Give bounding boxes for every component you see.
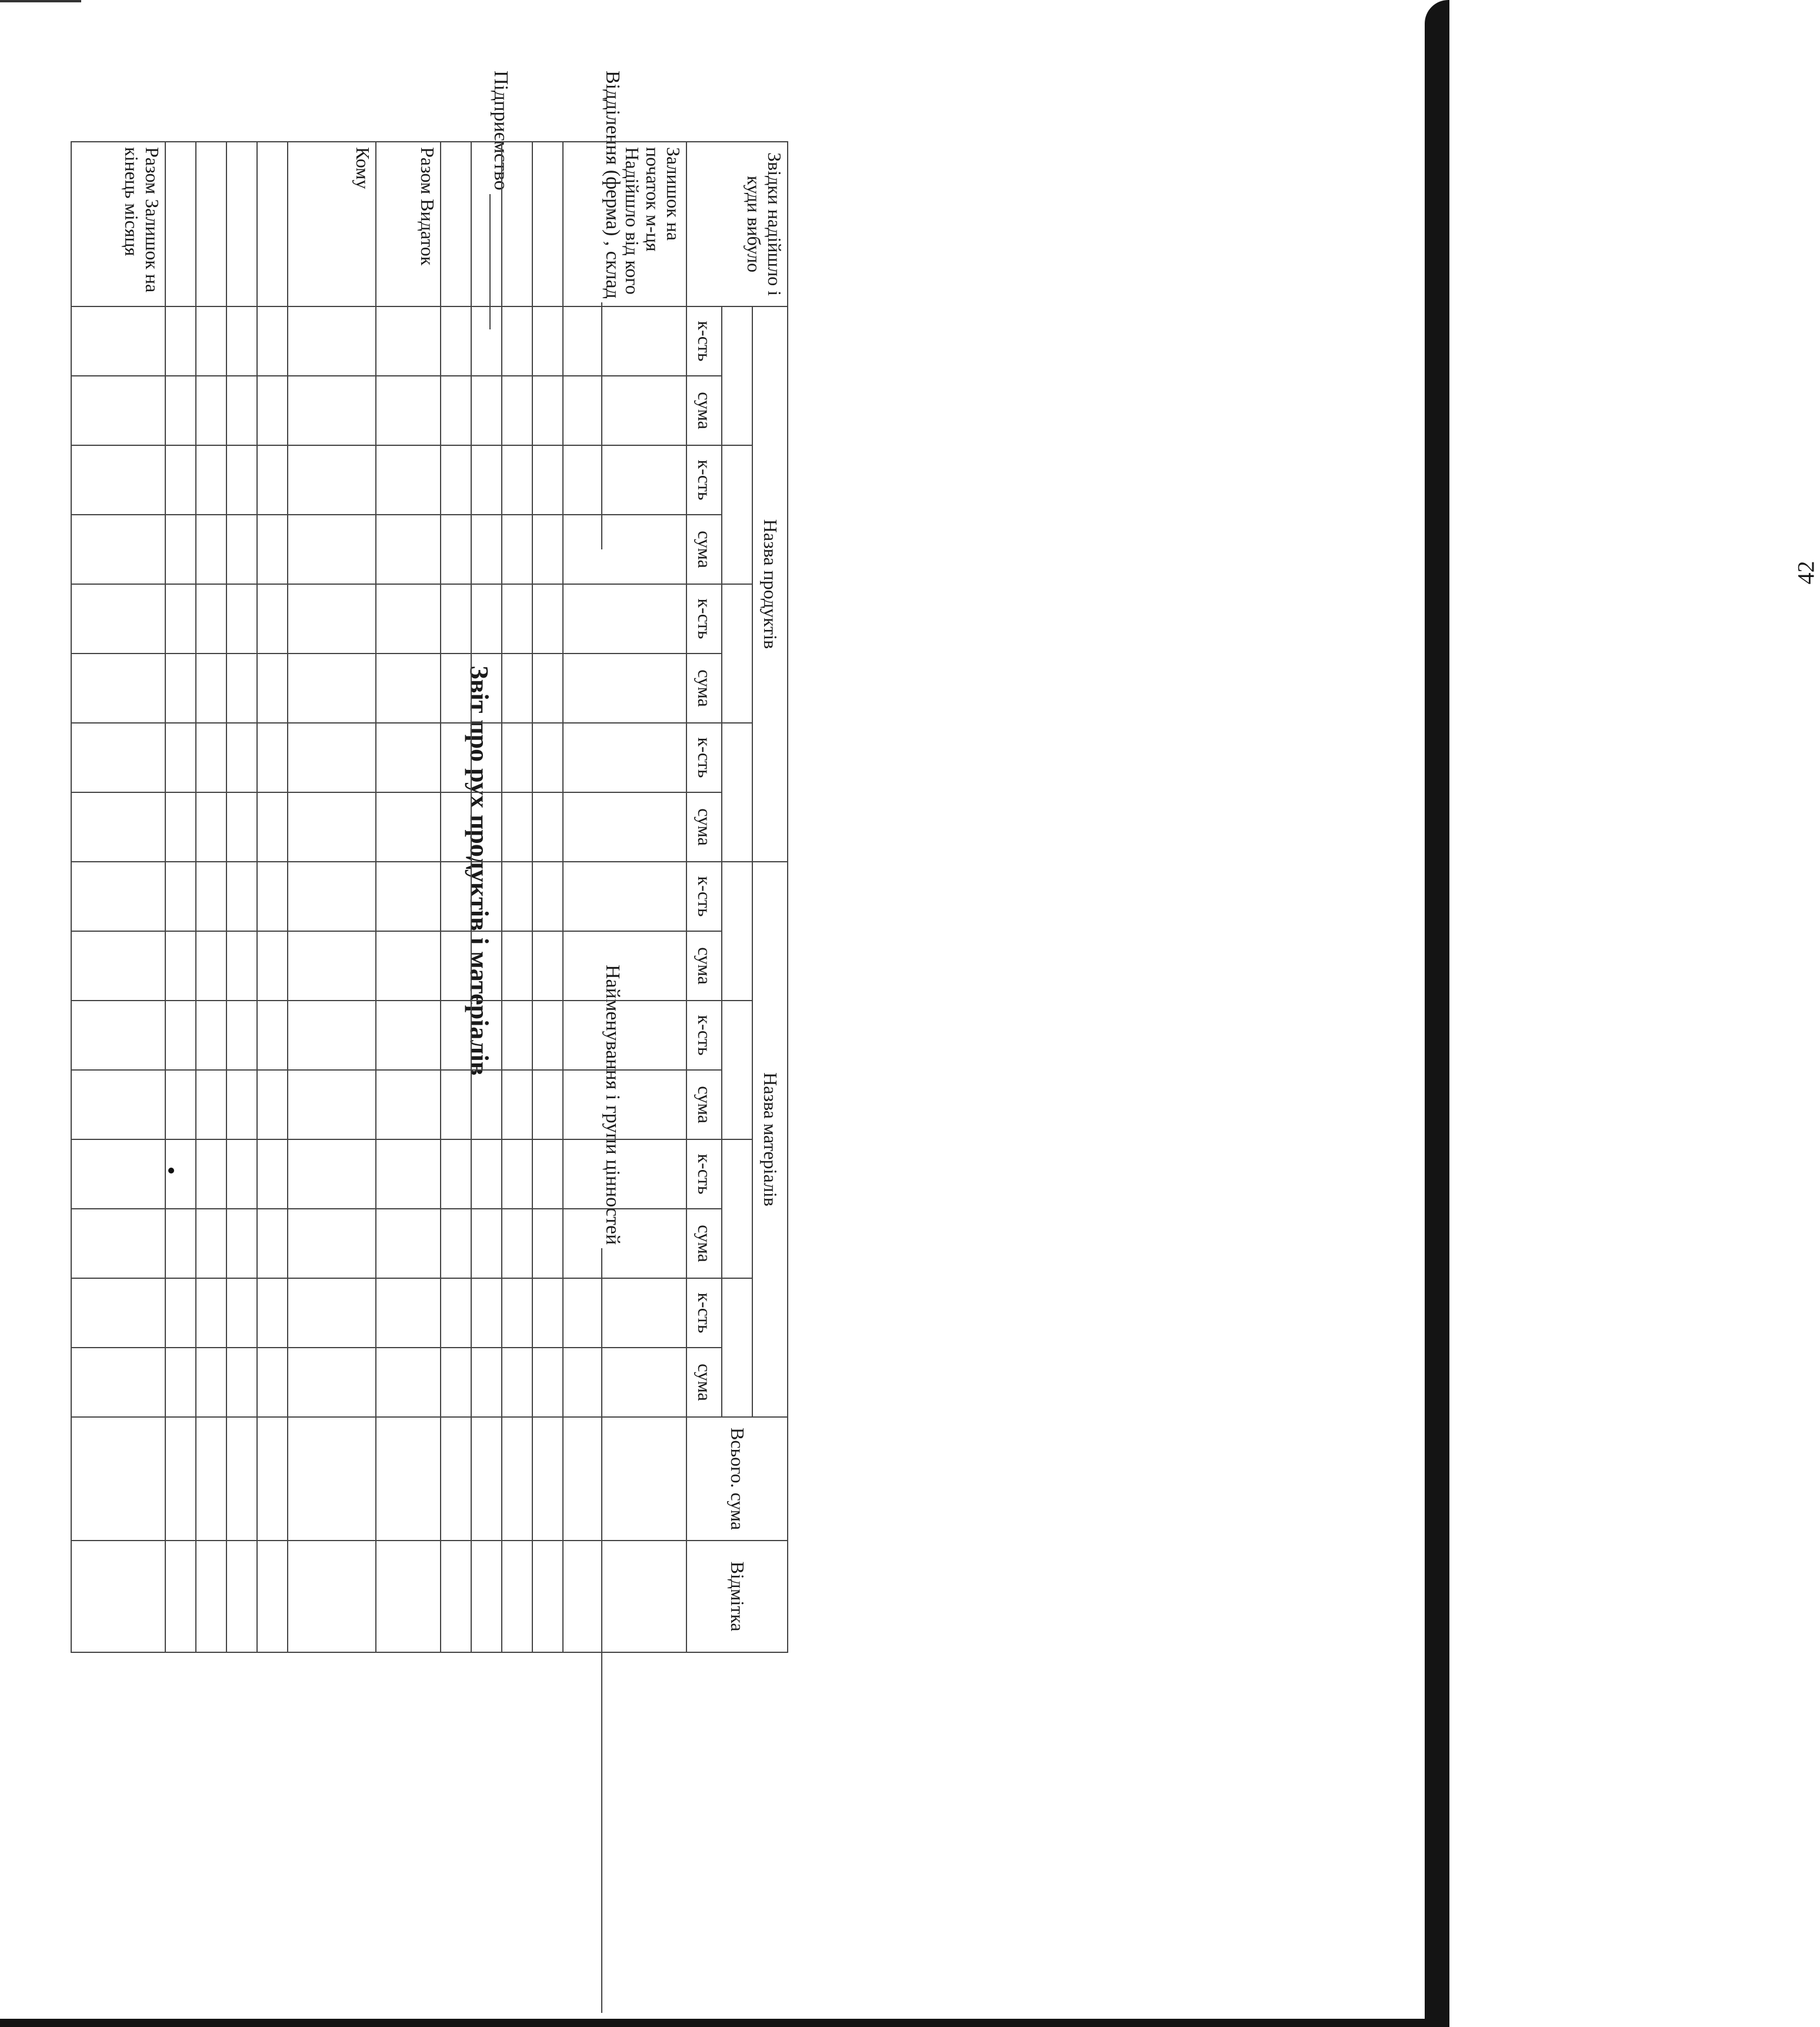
- table-cell[interactable]: [196, 1209, 226, 1278]
- table-cell[interactable]: [257, 1001, 288, 1070]
- enterprise-label: Підприємство: [490, 71, 512, 191]
- table-cell[interactable]: [165, 1209, 196, 1278]
- table-cell[interactable]: [257, 1209, 288, 1278]
- form-title: Звіт про рух продуктів і матеріалів: [465, 665, 494, 1076]
- table-cell[interactable]: [471, 654, 502, 723]
- table-cell[interactable]: [563, 1070, 686, 1139]
- table-cell[interactable]: [165, 1139, 196, 1209]
- table-cell[interactable]: [288, 1348, 376, 1417]
- table-cell[interactable]: [502, 1070, 532, 1139]
- table-cell[interactable]: [71, 1541, 165, 1652]
- table-cell[interactable]: [563, 584, 686, 654]
- table-cell[interactable]: [502, 584, 532, 654]
- table-cell[interactable]: [71, 1139, 165, 1209]
- table-cell[interactable]: [288, 1278, 376, 1348]
- table-row: [471, 142, 502, 1652]
- table-cell[interactable]: [532, 306, 563, 376]
- table-cell[interactable]: [502, 1139, 532, 1209]
- table-cell[interactable]: [226, 584, 257, 654]
- materials-group-header: Назва матеріалів: [752, 862, 788, 1417]
- qty-header: к-сть: [686, 1278, 722, 1348]
- table-cell[interactable]: [257, 584, 288, 654]
- table-cell[interactable]: [226, 723, 257, 792]
- table-cell[interactable]: [71, 1417, 165, 1541]
- table-cell[interactable]: [196, 306, 226, 376]
- table-cell[interactable]: [563, 1209, 686, 1278]
- table-cell[interactable]: [376, 654, 441, 723]
- table-cell[interactable]: [71, 931, 165, 1001]
- material-name-cell[interactable]: [722, 1278, 752, 1417]
- table-cell[interactable]: [257, 445, 288, 515]
- table-cell[interactable]: [563, 931, 686, 1001]
- material-name-cell[interactable]: [722, 1001, 752, 1139]
- product-name-cell[interactable]: [722, 723, 752, 862]
- table-cell[interactable]: [71, 445, 165, 515]
- table-cell[interactable]: [563, 723, 686, 792]
- total-sum-header: Всього. сума: [686, 1417, 788, 1541]
- table-cell[interactable]: [471, 1348, 502, 1417]
- table-cell[interactable]: [165, 445, 196, 515]
- table-cell[interactable]: [502, 654, 532, 723]
- table-cell[interactable]: [288, 723, 376, 792]
- table-cell[interactable]: [71, 1001, 165, 1070]
- row-label: [471, 142, 502, 306]
- table-cell[interactable]: [471, 862, 502, 931]
- table-cell[interactable]: [532, 445, 563, 515]
- table-cell[interactable]: [288, 654, 376, 723]
- table-cell[interactable]: [441, 931, 471, 1001]
- table-cell[interactable]: [226, 1541, 257, 1652]
- table-cell[interactable]: [288, 1541, 376, 1652]
- qty-header: к-сть: [686, 1139, 722, 1209]
- row-label: [441, 142, 471, 306]
- material-name-cell[interactable]: [722, 1139, 752, 1278]
- table-cell[interactable]: [71, 654, 165, 723]
- table-cell[interactable]: [257, 1348, 288, 1417]
- product-name-cell[interactable]: [722, 584, 752, 723]
- table-cell[interactable]: [471, 1417, 502, 1541]
- table-cell[interactable]: [563, 515, 686, 584]
- table-row: [288, 142, 376, 1652]
- table-row: [532, 142, 563, 1652]
- row-label: Залишок на початок м-ця Надійшло від кого: [563, 142, 686, 306]
- table-cell[interactable]: [257, 306, 288, 376]
- qty-header: к-сть: [686, 1001, 722, 1070]
- page-number: 42: [1792, 561, 1819, 585]
- table-body: [71, 142, 686, 1652]
- table-cell[interactable]: [532, 1348, 563, 1417]
- table-cell[interactable]: [376, 792, 441, 862]
- table-cell[interactable]: [257, 792, 288, 862]
- sum-header: сума: [686, 515, 722, 584]
- table-cell[interactable]: [288, 1070, 376, 1139]
- table-row: [563, 142, 686, 1652]
- table-cell[interactable]: [376, 1139, 441, 1209]
- product-name-cell[interactable]: [722, 306, 752, 445]
- table-cell[interactable]: [376, 584, 441, 654]
- table-cell[interactable]: [471, 445, 502, 515]
- table-cell[interactable]: [441, 1139, 471, 1209]
- table-cell[interactable]: [441, 1001, 471, 1070]
- table-cell[interactable]: [502, 1348, 532, 1417]
- table-cell[interactable]: [502, 862, 532, 931]
- row-label: Разом Видаток: [376, 142, 441, 306]
- table-cell[interactable]: [288, 931, 376, 1001]
- sum-header: сума: [686, 792, 722, 862]
- table-cell[interactable]: [226, 931, 257, 1001]
- table-cell[interactable]: [165, 792, 196, 862]
- scan-edge-mark: [0, 0, 81, 2]
- table-cell[interactable]: [226, 1348, 257, 1417]
- table-cell[interactable]: [226, 445, 257, 515]
- table-cell[interactable]: [563, 1541, 686, 1652]
- table-cell[interactable]: [563, 792, 686, 862]
- sum-header: сума: [686, 1209, 722, 1278]
- table-cell[interactable]: [226, 1139, 257, 1209]
- table-cell[interactable]: [288, 1139, 376, 1209]
- table-cell[interactable]: [376, 1348, 441, 1417]
- table-cell[interactable]: [471, 723, 502, 792]
- table-cell[interactable]: [257, 1278, 288, 1348]
- table-row: [165, 142, 196, 1652]
- table-row: [71, 142, 165, 1652]
- qty-header: к-сть: [686, 306, 722, 376]
- table-cell[interactable]: [71, 515, 165, 584]
- table-cell[interactable]: [502, 931, 532, 1001]
- table-cell[interactable]: [532, 862, 563, 931]
- table-row: [257, 142, 288, 1652]
- table-cell[interactable]: [441, 306, 471, 376]
- table-cell[interactable]: [532, 515, 563, 584]
- table-cell[interactable]: [165, 1348, 196, 1417]
- table-cell[interactable]: [226, 1070, 257, 1139]
- table-cell[interactable]: [288, 1417, 376, 1541]
- table-cell[interactable]: [471, 1070, 502, 1139]
- table-cell[interactable]: [165, 1070, 196, 1139]
- table-cell[interactable]: [502, 515, 532, 584]
- table-cell[interactable]: [441, 445, 471, 515]
- table-cell[interactable]: [502, 445, 532, 515]
- table-row: [502, 142, 532, 1652]
- table-cell[interactable]: [502, 1417, 532, 1541]
- table-cell[interactable]: [71, 1209, 165, 1278]
- table-cell[interactable]: [226, 1278, 257, 1348]
- row-label: Разом Залишок на кінець місяця: [71, 142, 165, 306]
- table-cell[interactable]: [502, 306, 532, 376]
- table-cell[interactable]: [471, 1541, 502, 1652]
- table-cell[interactable]: [502, 376, 532, 445]
- table-cell[interactable]: [471, 792, 502, 862]
- table-cell[interactable]: [257, 931, 288, 1001]
- table-cell[interactable]: [257, 1417, 288, 1541]
- table-cell[interactable]: [502, 723, 532, 792]
- table-cell[interactable]: [532, 1417, 563, 1541]
- table-cell[interactable]: [288, 445, 376, 515]
- table-row: [376, 142, 441, 1652]
- movement-report-table: [71, 141, 788, 1653]
- table-cell[interactable]: [257, 1541, 288, 1652]
- table-cell[interactable]: [532, 584, 563, 654]
- table-cell[interactable]: [376, 515, 441, 584]
- table-cell[interactable]: [196, 654, 226, 723]
- row-label: [532, 142, 563, 306]
- table-cell[interactable]: [196, 1278, 226, 1348]
- table-cell[interactable]: [563, 1348, 686, 1417]
- table-cell[interactable]: [376, 723, 441, 792]
- table-cell[interactable]: [376, 1278, 441, 1348]
- qty-header: к-сть: [686, 862, 722, 931]
- table-row: [196, 142, 226, 1652]
- table-cell[interactable]: [226, 862, 257, 931]
- scan-edge-bottom: [0, 2019, 1449, 2027]
- table-cell[interactable]: [71, 584, 165, 654]
- table-cell[interactable]: [165, 1541, 196, 1652]
- table-cell[interactable]: [165, 654, 196, 723]
- table-cell[interactable]: [288, 376, 376, 445]
- table-cell[interactable]: [532, 723, 563, 792]
- row-label: [257, 142, 288, 306]
- table-cell[interactable]: [165, 1417, 196, 1541]
- table-cell[interactable]: [71, 723, 165, 792]
- table-cell[interactable]: [471, 1209, 502, 1278]
- sum-header: сума: [686, 1070, 722, 1139]
- table-cell[interactable]: [532, 792, 563, 862]
- table-cell[interactable]: [196, 1417, 226, 1541]
- table-cell[interactable]: [471, 1278, 502, 1348]
- table-cell[interactable]: [71, 792, 165, 862]
- table-cell[interactable]: [502, 792, 532, 862]
- table-cell[interactable]: [441, 515, 471, 584]
- table-cell[interactable]: [376, 1070, 441, 1139]
- table-cell[interactable]: [288, 306, 376, 376]
- table-cell[interactable]: [532, 376, 563, 445]
- table-cell[interactable]: [441, 1070, 471, 1139]
- table-cell[interactable]: [71, 306, 165, 376]
- table-cell[interactable]: [196, 792, 226, 862]
- table-cell[interactable]: [257, 723, 288, 792]
- sum-header: сума: [686, 376, 722, 445]
- table-cell[interactable]: [471, 931, 502, 1001]
- sum-header: сума: [686, 931, 722, 1001]
- table-cell[interactable]: [196, 376, 226, 445]
- table-cell[interactable]: [376, 445, 441, 515]
- table-cell[interactable]: [471, 306, 502, 376]
- table-cell[interactable]: [257, 862, 288, 931]
- table-cell[interactable]: [471, 584, 502, 654]
- table-cell[interactable]: [563, 1001, 686, 1070]
- table-cell[interactable]: [532, 1001, 563, 1070]
- qty-header: к-сть: [686, 584, 722, 654]
- table-cell[interactable]: [563, 1278, 686, 1348]
- table-cell[interactable]: [563, 654, 686, 723]
- values-group-label: Найменування і групи цінностей: [602, 965, 624, 1245]
- table-cell[interactable]: [257, 376, 288, 445]
- table-cell[interactable]: [196, 1348, 226, 1417]
- table-cell[interactable]: [532, 654, 563, 723]
- table-cell[interactable]: [257, 1070, 288, 1139]
- table-cell[interactable]: [165, 862, 196, 931]
- table-cell[interactable]: [71, 1278, 165, 1348]
- table-cell[interactable]: [563, 1417, 686, 1541]
- table-cell[interactable]: [226, 306, 257, 376]
- table-cell[interactable]: [532, 1278, 563, 1348]
- table-cell[interactable]: [441, 723, 471, 792]
- table-cell[interactable]: [226, 654, 257, 723]
- table-cell[interactable]: [376, 1541, 441, 1652]
- table-cell[interactable]: [441, 1541, 471, 1652]
- table-cell[interactable]: [196, 1001, 226, 1070]
- note-header: Відмітка: [686, 1541, 788, 1652]
- table-cell[interactable]: [165, 931, 196, 1001]
- table-cell[interactable]: [563, 862, 686, 931]
- rotated-form-sheet: [121, 71, 1412, 1923]
- table-cell[interactable]: [71, 1070, 165, 1139]
- table-cell[interactable]: [71, 376, 165, 445]
- table-cell[interactable]: [532, 1209, 563, 1278]
- scan-edge-right: [1425, 0, 1449, 2027]
- row-label: [165, 142, 196, 306]
- table-cell[interactable]: [226, 376, 257, 445]
- table-cell[interactable]: [376, 931, 441, 1001]
- table-cell[interactable]: [288, 1001, 376, 1070]
- qty-header: к-сть: [686, 723, 722, 792]
- table-row: [226, 142, 257, 1652]
- table-cell[interactable]: [376, 306, 441, 376]
- table-cell[interactable]: [226, 1417, 257, 1541]
- row-label: [226, 142, 257, 306]
- table-cell[interactable]: [226, 792, 257, 862]
- table-cell[interactable]: [196, 931, 226, 1001]
- table-cell[interactable]: [471, 515, 502, 584]
- table-cell[interactable]: [257, 515, 288, 584]
- sum-header: сума: [686, 654, 722, 723]
- table-cell[interactable]: [532, 1541, 563, 1652]
- table-cell[interactable]: [165, 376, 196, 445]
- table-cell[interactable]: [441, 654, 471, 723]
- table-cell[interactable]: [196, 584, 226, 654]
- table-cell[interactable]: [196, 862, 226, 931]
- table-cell[interactable]: [196, 723, 226, 792]
- table-cell[interactable]: [532, 1070, 563, 1139]
- table-cell[interactable]: [165, 1278, 196, 1348]
- product-name-cell[interactable]: [722, 445, 752, 584]
- table-cell[interactable]: [376, 376, 441, 445]
- table-cell[interactable]: [288, 1209, 376, 1278]
- table-cell[interactable]: [165, 515, 196, 584]
- table-cell[interactable]: [502, 1278, 532, 1348]
- row-label: Кому: [288, 142, 376, 306]
- table-cell[interactable]: [196, 1070, 226, 1139]
- table-cell[interactable]: [441, 1278, 471, 1348]
- table-cell[interactable]: [196, 515, 226, 584]
- table-cell[interactable]: [502, 1541, 532, 1652]
- table-cell[interactable]: [563, 306, 686, 376]
- table-cell[interactable]: [226, 1001, 257, 1070]
- table-cell[interactable]: [226, 515, 257, 584]
- table-cell[interactable]: [376, 1417, 441, 1541]
- department-label: Відділення (ферма) , склад: [602, 71, 624, 299]
- table-cell[interactable]: [165, 584, 196, 654]
- table-cell[interactable]: [441, 792, 471, 862]
- table-cell[interactable]: [71, 1348, 165, 1417]
- table-cell[interactable]: [532, 931, 563, 1001]
- row-label: [502, 142, 532, 306]
- table-cell[interactable]: [502, 1001, 532, 1070]
- table-cell[interactable]: [165, 306, 196, 376]
- source-destination-header: Звідки надійшло і куди вибуло: [686, 142, 788, 306]
- table-cell[interactable]: [563, 376, 686, 445]
- table-cell[interactable]: [288, 792, 376, 862]
- table-cell[interactable]: [471, 1139, 502, 1209]
- qty-header: к-сть: [686, 445, 722, 515]
- table-cell[interactable]: [376, 862, 441, 931]
- table-cell[interactable]: [288, 515, 376, 584]
- table-cell[interactable]: [563, 1139, 686, 1209]
- table-cell[interactable]: [165, 723, 196, 792]
- table-cell[interactable]: [376, 1209, 441, 1278]
- table-cell[interactable]: [441, 584, 471, 654]
- table-cell[interactable]: [502, 1209, 532, 1278]
- table-cell[interactable]: [563, 445, 686, 515]
- table-cell[interactable]: [471, 376, 502, 445]
- table-cell[interactable]: [441, 1209, 471, 1278]
- sum-header: сума: [686, 1348, 722, 1417]
- table-cell[interactable]: [196, 445, 226, 515]
- table-cell[interactable]: [441, 862, 471, 931]
- table-cell[interactable]: [288, 862, 376, 931]
- table-cell[interactable]: [196, 1139, 226, 1209]
- table-cell[interactable]: [532, 1139, 563, 1209]
- table-cell[interactable]: [257, 1139, 288, 1209]
- table-cell[interactable]: [196, 1541, 226, 1652]
- table-cell[interactable]: [257, 654, 288, 723]
- table-cell[interactable]: [165, 1001, 196, 1070]
- table-cell[interactable]: [441, 1348, 471, 1417]
- table-cell[interactable]: [226, 1209, 257, 1278]
- table-cell[interactable]: [71, 862, 165, 931]
- material-name-cell[interactable]: [722, 862, 752, 1001]
- row-label: [196, 142, 226, 306]
- table-cell[interactable]: [441, 1417, 471, 1541]
- products-group-header: Назва продуктів: [752, 306, 788, 862]
- table-row: [441, 142, 471, 1652]
- table-cell[interactable]: [471, 1001, 502, 1070]
- table-cell[interactable]: [376, 1001, 441, 1070]
- table-cell[interactable]: [288, 584, 376, 654]
- table-cell[interactable]: [441, 376, 471, 445]
